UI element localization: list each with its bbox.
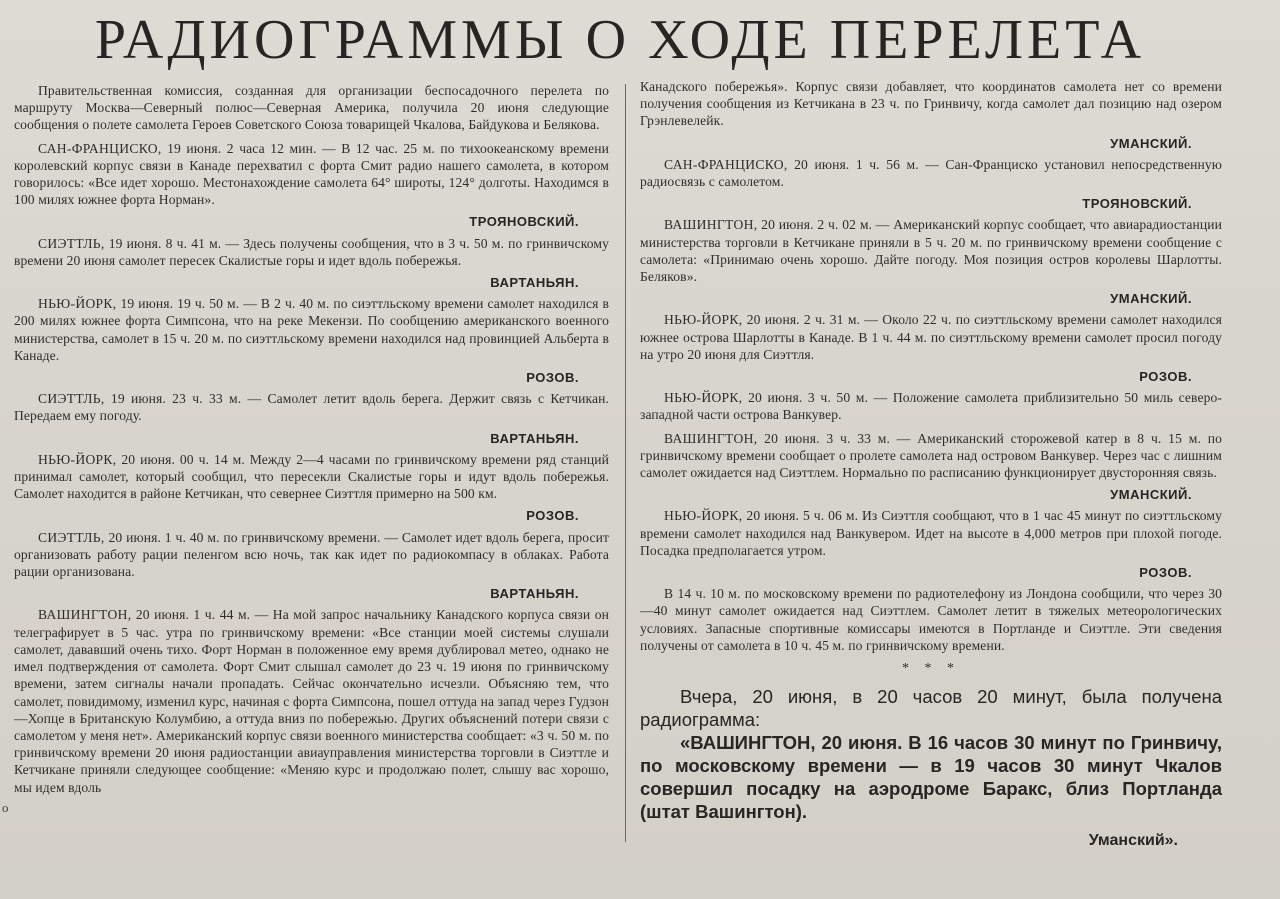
dispatch-place: СИЭТТЛЬ, <box>38 529 105 545</box>
dispatch-text: 19 июня. 23 ч. 33 м. — Самолет летит вдоль берега. Держит связь с Кетчикан. Передаем ему погоду. <box>14 391 610 424</box>
dispatch-signature: ТРОЯНОВСКИЙ. <box>469 214 579 230</box>
dispatch-text: 20 июня. 00 ч. 14 м. Между 2—4 часами по гринвичскому времени ряд станций принимал самолет, который сообщил, что пересекли Скалистые горы и идут вдоль побережья. Самолет находится в районе Кетчикан, что севернее Сиэттля примерно на 500 км. <box>14 451 609 502</box>
dispatch-place: НЬЮ-ЙОРК, <box>38 296 117 312</box>
final-intro: Вчера, 20 июня, в 20 часов 20 минут, была получена радиограмма: <box>640 686 1222 730</box>
dispatch-text: 19 июня. 2 часа 12 мин. — В 12 час. 25 м. по тихоокеанскому времени королевский корпус связи в Канаде перехватил с форта Смит радио нашего самолета, в котором говорилось: «Все идет хорошо. Местонахождение самолета 64° широты, 124° долготы. Находимся в 100 милях южнее форта Норман». <box>14 140 609 208</box>
dispatch-place: НЬЮ-ЙОРК, <box>38 451 117 467</box>
dispatch-signature: УМАНСКИЙ. <box>1110 291 1192 307</box>
dispatch-text: 20 июня. 3 ч. 50 м. — Положение самолета приблизительно 50 миль северо-западной части острова Ванкувер. <box>640 390 1222 423</box>
margin-mark: о <box>2 800 9 815</box>
dispatch-text: 20 июня. 5 ч. 06 м. Из Сиэттля сообщают, что в 1 час 45 минут по сиэттльскому времени самолет находился над Ванкувером. Идет на высоте в 4,000 метров при плохой погоде. Посадка предполагается утром. <box>640 508 1222 558</box>
dispatch-sanfrancisco-1 <box>14 140 609 209</box>
dispatch-text: 20 июня. 1 ч. 44 м. — На мой запрос начальнику Канадского корпуса связи он телеграфирует в 5 час. утра по гринвичскому времени: «Все станции моей системы слушали самолет, дававший очень тихо. Форт Норман в положенное ему время дублировал метео, однако не имел подтверждения от самолета. Форт Смит слышал самолет до 23 ч. 19 июня по гринвичскому времени, затем сигналы начали пропадать. Сейчас окончательно исчезли. Объясняю тем, что самолет, повидимому, изменил курс, начиная с форта Симпсона, пошел оттуда на запад через Гудзон—Хопце в Британскую Колумбию, а оттуда вниз по побережью. Других объяснений потери связи с самолетом у меня нет». Американский корпус связи военного министерства сообщает: «3 ч. 50 м. по гринвичскому времени 20 июня радиостанции авиауправления министерства торговли в Сиэттле и Кетчикане приняли следующее сообщение: «Меняю курс и продолжаю полет, слышу вас хорошо, мы идем вдоль <box>14 607 609 795</box>
dispatch-text: 20 июня. 2 ч. 02 м. — Американский корпус сообщает, что авиарадиостанции министерства торговли в Кетчикане приняли в 5 ч. 20 м. по гринвичскому времени сообщение с самолета: «Принимаю очень хорошо. Дайте погоду. Моя позиция остров королевы Шарлотты. Беляков». <box>640 217 1223 285</box>
right-column <box>640 78 1222 683</box>
dispatch-seattle-2 <box>14 390 609 424</box>
dispatch-place: САН-ФРАНЦИСКО, <box>38 140 162 156</box>
dispatch-text: 20 июня. 2 ч. 31 м. — Около 22 ч. по сиэттльскому времени самолет находился южнее острова Шарлотты в Канаде. В 1 ч. 44 м. по сиэттльскому времени самолет просил погоду на утро 20 июня для Сиэттля. <box>640 312 1222 362</box>
dispatch-newyork-2 <box>14 451 609 503</box>
dispatch-signature: РОЗОВ. <box>526 508 579 524</box>
dispatch-continuation: Канадского побережья». Корпус связи добавляет, что координатов самолета нет со времени получения сообщения из Кетчикана в 23 ч. по Гринвичу, когда самолет дал позицию над озером Грэнлевелейк. <box>640 79 1222 129</box>
dispatch-place: НЬЮ-ЙОРК, <box>664 390 743 406</box>
dispatch-signature: УМАНСКИЙ. <box>1110 487 1192 503</box>
final-telegram: «ВАШИНГТОН, 20 июня. В 16 часов 30 минут по Гринвичу, по московскому времени — в 19 часов 30 минут Чкалов совершил посадку на аэродроме Баракс, близ Портланда (штат Вашингтон). <box>640 732 1222 822</box>
dispatch-signature: РОЗОВ. <box>526 370 579 386</box>
final-announcement <box>640 685 1222 852</box>
column-divider <box>625 84 626 842</box>
intro-paragraph: Правительственная комиссия, созданная для организации беспосадочного перелета по маршруту Москва—Северный полюс—Северная Америка, получила 20 июня следующие сообщения о полете самолета Героев Советского Союза товарищей Чкалова, Байдукова и Белякова. <box>14 83 609 133</box>
dispatch-newyork-5 <box>640 507 1222 559</box>
dispatch-signature: РОЗОВ. <box>1139 369 1192 385</box>
dispatch-washington-2 <box>640 216 1222 285</box>
dispatch-sanfrancisco-2 <box>640 156 1222 190</box>
dispatch-seattle-1 <box>14 235 609 269</box>
dispatch-london-report: В 14 ч. 10 м. по московскому времени по радиотелефону из Лондона сообщили, что через 30—40 минут самолет ожидается над Сиэттлем. Самолет летит в тяжелых метеорологических условиях. Запасные спортивные комиссары имеются в Портланде и Сиэттле. Эти сведения получены от самолета в 10 ч. 45 м. по гринвичскому времени. <box>640 586 1222 653</box>
dispatch-signature: ТРОЯНОВСКИЙ. <box>1082 196 1192 212</box>
headline: РАДИОГРАММЫ О ХОДЕ ПЕРЕЛЕТА <box>94 9 1146 71</box>
dispatch-newyork-1 <box>14 295 609 364</box>
dispatch-newyork-4 <box>640 389 1222 423</box>
left-column <box>14 82 609 802</box>
dispatch-place: САН-ФРАНЦИСКО, <box>664 156 788 172</box>
dispatch-text: 20 июня. 1 ч. 40 м. по гринвичскому времени. — Самолет идет вдоль берега, просит организовать работу рации пеленгом всю ночь, так как идет по радиокомпасу в облаках. Работа рации организована. <box>14 529 609 580</box>
dispatch-text: 19 июня. 8 ч. 41 м. — Здесь получены сообщения, что в 3 ч. 50 м. по гринвичскому времени 20 июня самолет пересек Скалистые горы и идет вдоль побережья. <box>14 235 610 268</box>
dispatch-newyork-3 <box>640 311 1222 363</box>
dispatch-text: 19 июня. 19 ч. 50 м. — В 2 ч. 40 м. по сиэттльскому времени самолет находился в 200 милях южнее форта Симпсона, что на реке Мекензи. По сообщению американского военного министерства, самолет в 15 ч. 20 м. по сиэттльскому времени находился над провинцией Альберта в Канаде. <box>14 296 609 363</box>
dispatch-place: СИЭТТЛЬ, <box>38 235 105 251</box>
dispatch-text: 20 июня. 1 ч. 56 м. — Сан-Франциско установил непосредственную радиосвязь с самолетом. <box>640 156 1223 190</box>
dispatch-signature: УМАНСКИЙ. <box>1110 135 1192 151</box>
dispatch-place: ВАШИНГТОН, <box>664 430 758 446</box>
dispatch-signature: РОЗОВ. <box>1139 565 1192 581</box>
dispatch-washington-1 <box>14 606 609 795</box>
dispatch-place: ВАШИНГТОН, <box>38 607 132 623</box>
section-separator-stars: * * * <box>902 661 960 677</box>
final-signature: Уманский». <box>1088 832 1178 849</box>
dispatch-place: НЬЮ-ЙОРК, <box>664 508 743 524</box>
dispatch-place: СИЭТТЛЬ, <box>38 391 105 407</box>
dispatch-washington-3 <box>640 430 1222 482</box>
dispatch-seattle-3 <box>14 529 609 581</box>
dispatch-signature: ВАРТАНЬЯН. <box>490 275 579 291</box>
dispatch-place: НЬЮ-ЙОРК, <box>664 312 743 328</box>
dispatch-signature: ВАРТАНЬЯН. <box>490 586 579 602</box>
dispatch-text: 20 июня. 3 ч. 33 м. — Американский сторожевой катер в 8 ч. 15 м. по гринвичскому времени сообщает о пролете самолета над островом Ванкувер. Через час с лишним самолет ожидается над Сиэттлем. Нормально по расписанию функционирует двусторонняя связь. <box>640 430 1222 481</box>
dispatch-signature: ВАРТАНЬЯН. <box>490 430 579 446</box>
dispatch-place: ВАШИНГТОН, <box>664 217 758 233</box>
